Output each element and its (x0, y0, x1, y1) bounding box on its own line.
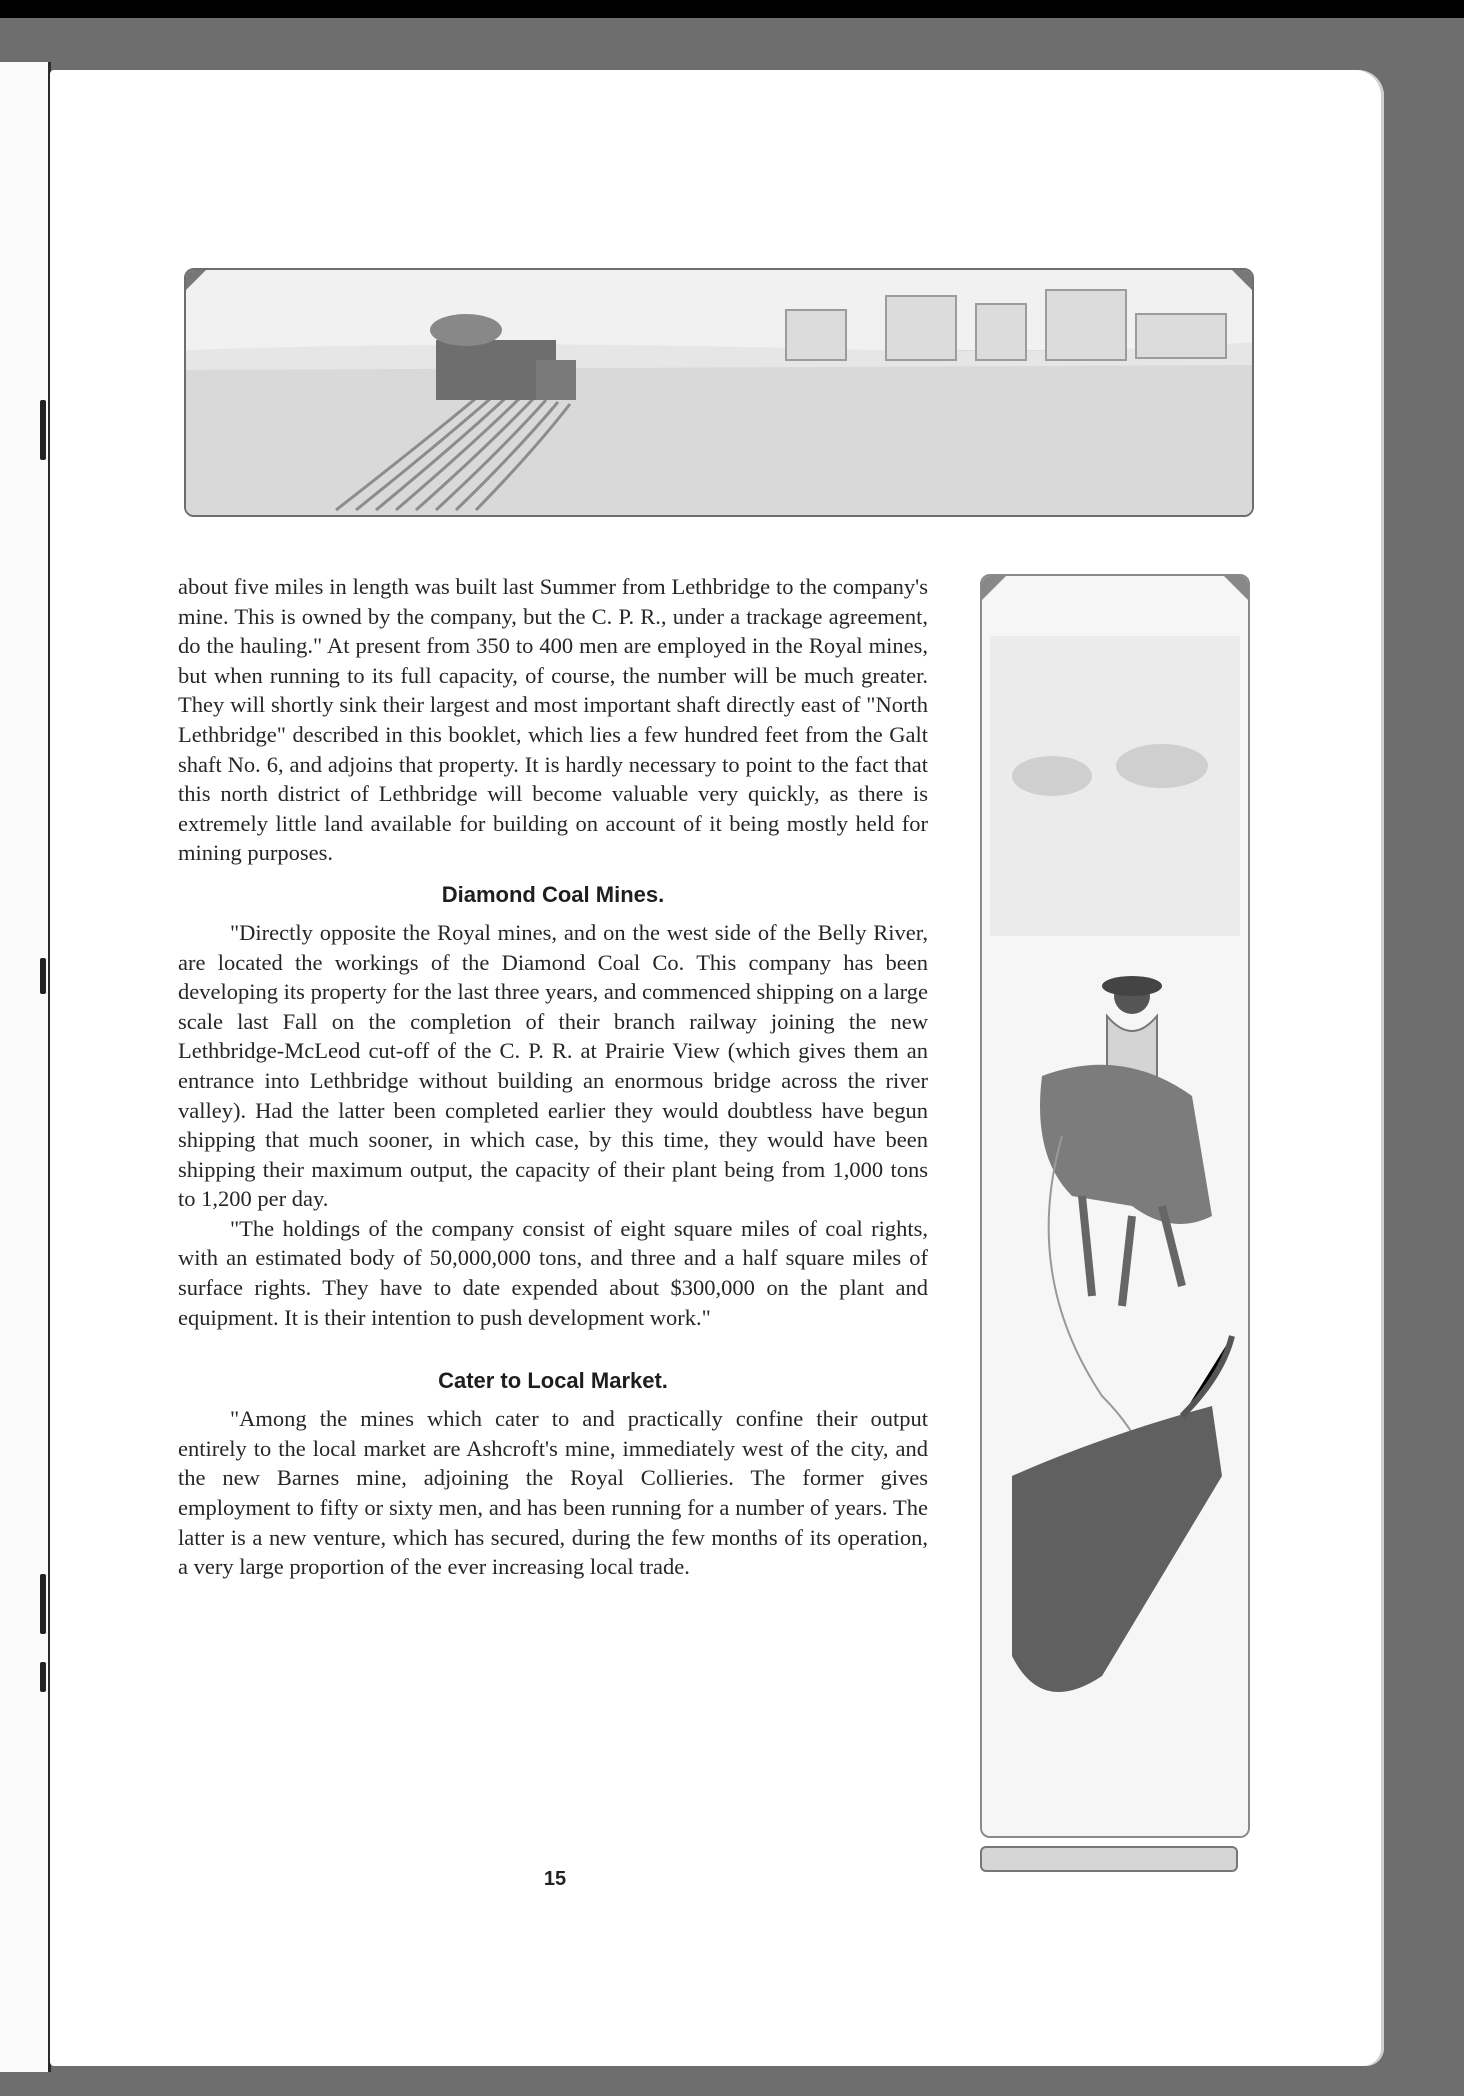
main-text-column (178, 572, 928, 1582)
body-paragraph: about five miles in length was built last Summer from Lethbridge to the company's mine. This is owned by the company, but the C. P. R., under a trackage agreement, do the hauling." At present from 350 to 400 men are employed in the Royal mines, but when running to its full capacity, of course, the number will be much greater. They will shortly sink their largest and most important shaft directly east of "North Lethbridge" described in this booklet, which lies a few hundred feet from the Galt shaft No. 6, and adjoins that property. It is hardly necessary to point to the fact that this north district of Lethbridge will become valuable very quickly, as there is extremely little land available for building on account of it being mostly held for mining purposes. (178, 574, 928, 866)
binding-mark (40, 1662, 46, 1692)
side-illustration (980, 574, 1250, 1838)
binding-mark (40, 400, 46, 460)
header-illustration (184, 268, 1254, 517)
section-heading-cater-to-local-market: Cater to Local Market. (438, 1368, 668, 1394)
body-paragraph: "The holdings of the company consist of eight square miles of coal rights, with an estimated body of 50,000,000 tons, and three and a half square miles of surface rights. They have to date expended about $300,000 on the plant and equipment. It is their intention to push development work." (178, 1215, 928, 1330)
prairie-plowing-illustration (186, 270, 1252, 515)
body-paragraph: "Among the mines which cater to and practically confine their output entirely to the local market are Ashcroft's mine, immediately west of the city, and the new Barnes mine, adjoining the Royal Collieries. The former gives employment to fifty or sixty men, and has been running for a number of years. The latter is a new venture, which has secured, during the few months of its operation, a very large proportion of the ever increasing local trade. (178, 1406, 928, 1580)
body-paragraph: "Directly opposite the Royal mines, and on the west side of the Belly River, are located the workings of the Diamond Coal Co. This company has been developing its property for the last three years, and commenced shipping on a large scale last Fall on the completion of their branch railway joining the new Lethbridge-McLeod cut-off of the C. P. R. at Prairie View (which gives them an entrance into Lethbridge without building an enormous bridge across the river valley). Had the latter been completed earlier they would doubtless have begun shipping that much sooner, in which case, by this time, they would have been shipping their maximum output, the capacity of their plant being from 1,000 tons to 1,200 per day. (178, 919, 928, 1212)
section-heading-diamond-coal-mines: Diamond Coal Mines. (441, 881, 665, 907)
binding-mark (40, 958, 46, 994)
scan-top-edge (0, 0, 1464, 18)
cowboy-roping-illustration (982, 576, 1248, 1836)
facing-page-edge (0, 62, 51, 2072)
decorative-bar (980, 1846, 1238, 1872)
page-number: 15 (543, 1868, 567, 1890)
binding-mark (40, 1574, 46, 1634)
